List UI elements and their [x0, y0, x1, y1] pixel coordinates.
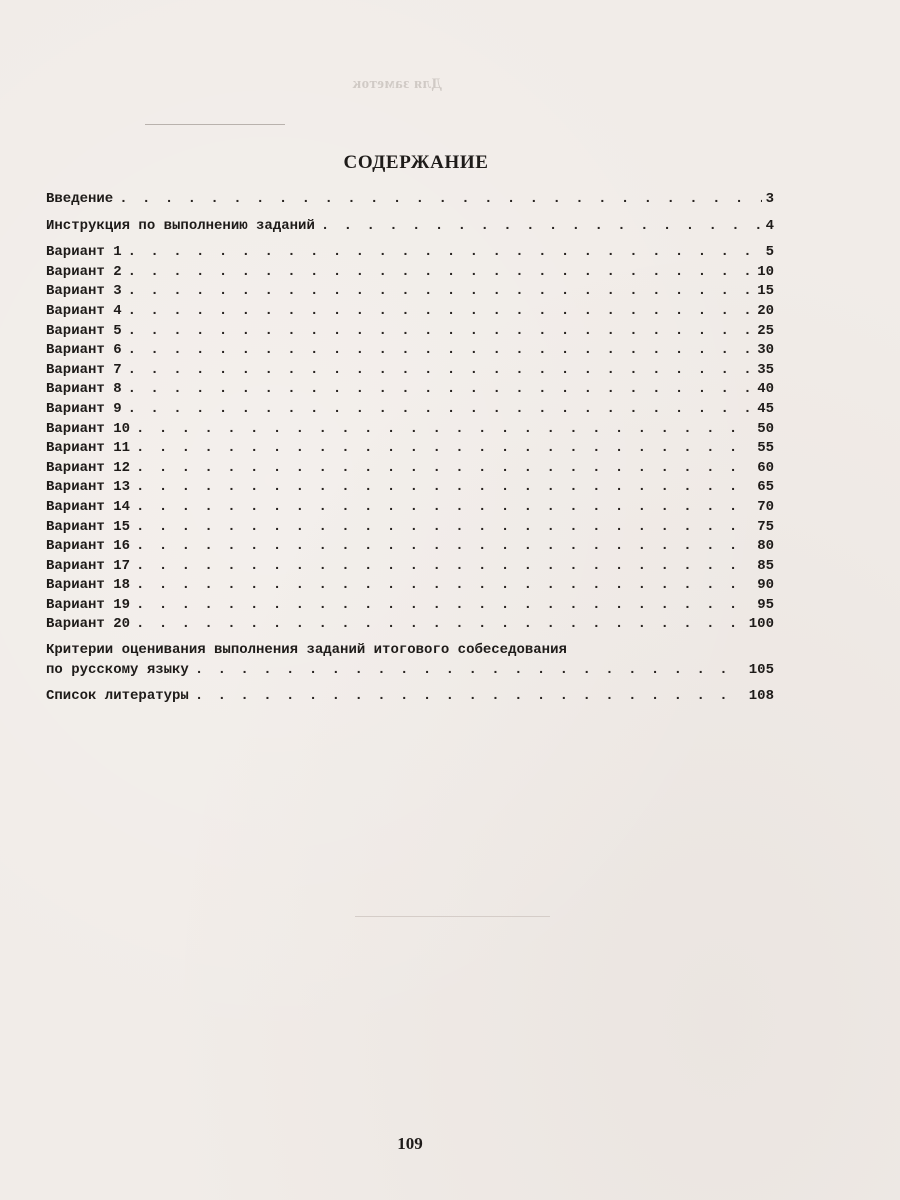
toc-entry-variant — [46, 400, 774, 420]
toc-entry-variant — [46, 459, 774, 479]
toc-entry-label: по русскому языку — [46, 661, 189, 678]
leader-dots — [136, 459, 753, 479]
leader-dots — [136, 498, 753, 518]
toc-entry-label: Вариант 14 — [46, 498, 131, 515]
leader-dots — [136, 537, 753, 557]
toc-entry-label: Вариант 8 — [46, 381, 122, 398]
toc-entry-label: Вариант 4 — [46, 302, 122, 319]
leader-dots — [136, 615, 745, 635]
toc-entry-label: Вариант 3 — [46, 283, 122, 300]
leader-dots — [128, 361, 754, 381]
leader-dots — [128, 243, 762, 263]
toc-entry-page: 35 — [757, 361, 774, 378]
toc-entry-literature — [46, 687, 774, 707]
toc-entry-page: 10 — [757, 263, 774, 280]
toc-entry-page: 20 — [757, 302, 774, 319]
leader-dots — [119, 190, 761, 210]
toc-entry-label: Вариант 1 — [46, 244, 122, 261]
toc-entry-label: Введение — [46, 191, 114, 207]
toc-entry-page: 25 — [757, 322, 774, 339]
toc-entry-variant — [46, 537, 774, 557]
toc-entry-page: 55 — [757, 440, 774, 457]
toc-entry-variant — [46, 557, 774, 577]
toc-entry-label: Вариант 16 — [46, 538, 131, 555]
toc-entry-variant — [46, 420, 774, 440]
leader-dots — [128, 302, 754, 322]
leader-dots — [136, 420, 753, 440]
toc-entry-variant — [46, 302, 774, 322]
toc-entry-variant — [46, 380, 774, 400]
leader-dots — [136, 576, 753, 596]
toc-entry-variant — [46, 498, 774, 518]
leader-dots — [128, 380, 754, 400]
show-through-heading: Для заметок — [352, 76, 442, 92]
toc-entry-variant — [46, 341, 774, 361]
toc-entry-label: Список литературы — [46, 688, 189, 705]
toc-entry-variant — [46, 439, 774, 459]
leader-dots — [136, 439, 753, 459]
leader-dots — [195, 687, 745, 707]
leader-dots — [136, 557, 753, 577]
toc-entry-label: Вариант 17 — [46, 557, 131, 574]
toc-entry-label: Вариант 2 — [46, 263, 122, 280]
toc-entry-intro — [46, 190, 774, 210]
toc-entry-criteria-line1: Критерии оценивания выполнения заданий итогового собеседования — [46, 642, 567, 659]
leader-dots — [136, 518, 753, 538]
toc-entry-label: Вариант 7 — [46, 361, 122, 378]
toc-entry-page: 95 — [757, 596, 774, 613]
toc-entry-page: 30 — [757, 342, 774, 359]
toc-entry-page: 50 — [757, 420, 774, 437]
toc-entry-variant — [46, 478, 774, 498]
toc-entry-page: 45 — [757, 400, 774, 417]
toc-entry-label: Вариант 5 — [46, 322, 122, 339]
page-number: 109 — [397, 1134, 423, 1153]
toc-entry-variant — [46, 322, 774, 342]
toc-entry-page: 4 — [765, 217, 774, 234]
toc-entry-label: Вариант 20 — [46, 616, 131, 633]
leader-dots — [136, 596, 753, 616]
toc-entry-page: 80 — [757, 538, 774, 555]
toc-entry-page: 65 — [757, 479, 774, 496]
toc-entry-instructions — [46, 217, 774, 237]
toc-entry-label: Вариант 9 — [46, 400, 122, 417]
toc-entry-label: Вариант 19 — [46, 596, 131, 613]
leader-dots — [195, 661, 745, 681]
toc-entry-variant — [46, 282, 774, 302]
toc-entry-page: 105 — [748, 661, 774, 678]
toc-entry-label: Вариант 12 — [46, 459, 131, 476]
leader-dots — [128, 341, 754, 361]
leader-dots — [321, 217, 762, 237]
toc-entry-page: 15 — [757, 283, 774, 300]
toc-entry-label: Вариант 11 — [46, 440, 131, 457]
toc-entry-page: 75 — [757, 518, 774, 535]
toc-entry-page: 90 — [757, 577, 774, 594]
toc-entry-variant — [46, 263, 774, 283]
show-through-rule — [145, 124, 285, 125]
leader-dots — [128, 263, 754, 283]
toc-entry-criteria — [46, 661, 774, 681]
faint-rule — [355, 916, 550, 917]
toc-entry-page: 3 — [765, 191, 774, 207]
toc-entry-label: Вариант 13 — [46, 479, 131, 496]
toc-entry-page: 108 — [748, 688, 774, 705]
toc-entry-page: 40 — [757, 381, 774, 398]
toc-entry-page: 60 — [757, 459, 774, 476]
toc-entry-label: Вариант 15 — [46, 518, 131, 535]
toc-entry-variant — [46, 615, 774, 635]
leader-dots — [128, 282, 754, 302]
toc-entry-variant — [46, 518, 774, 538]
toc-entry-variant — [46, 596, 774, 616]
leader-dots — [128, 400, 754, 420]
toc-entry-label: Вариант 18 — [46, 577, 131, 594]
page-title: СОДЕРЖАНИЕ — [343, 152, 489, 173]
toc-entry-label: Инструкция по выполнению заданий — [46, 217, 315, 234]
leader-dots — [128, 322, 754, 342]
toc-entry-variant — [46, 243, 774, 263]
toc-entry-page: 85 — [757, 557, 774, 574]
toc-entry-variant — [46, 576, 774, 596]
toc-entry-page: 100 — [748, 616, 774, 633]
toc-entry-variant — [46, 361, 774, 381]
toc-entry-page: 5 — [765, 244, 774, 261]
table-of-contents — [46, 190, 774, 707]
toc-entry-label: Вариант 10 — [46, 420, 131, 437]
toc-entry-label: Вариант 6 — [46, 342, 122, 359]
leader-dots — [136, 478, 753, 498]
toc-entry-page: 70 — [757, 498, 774, 515]
